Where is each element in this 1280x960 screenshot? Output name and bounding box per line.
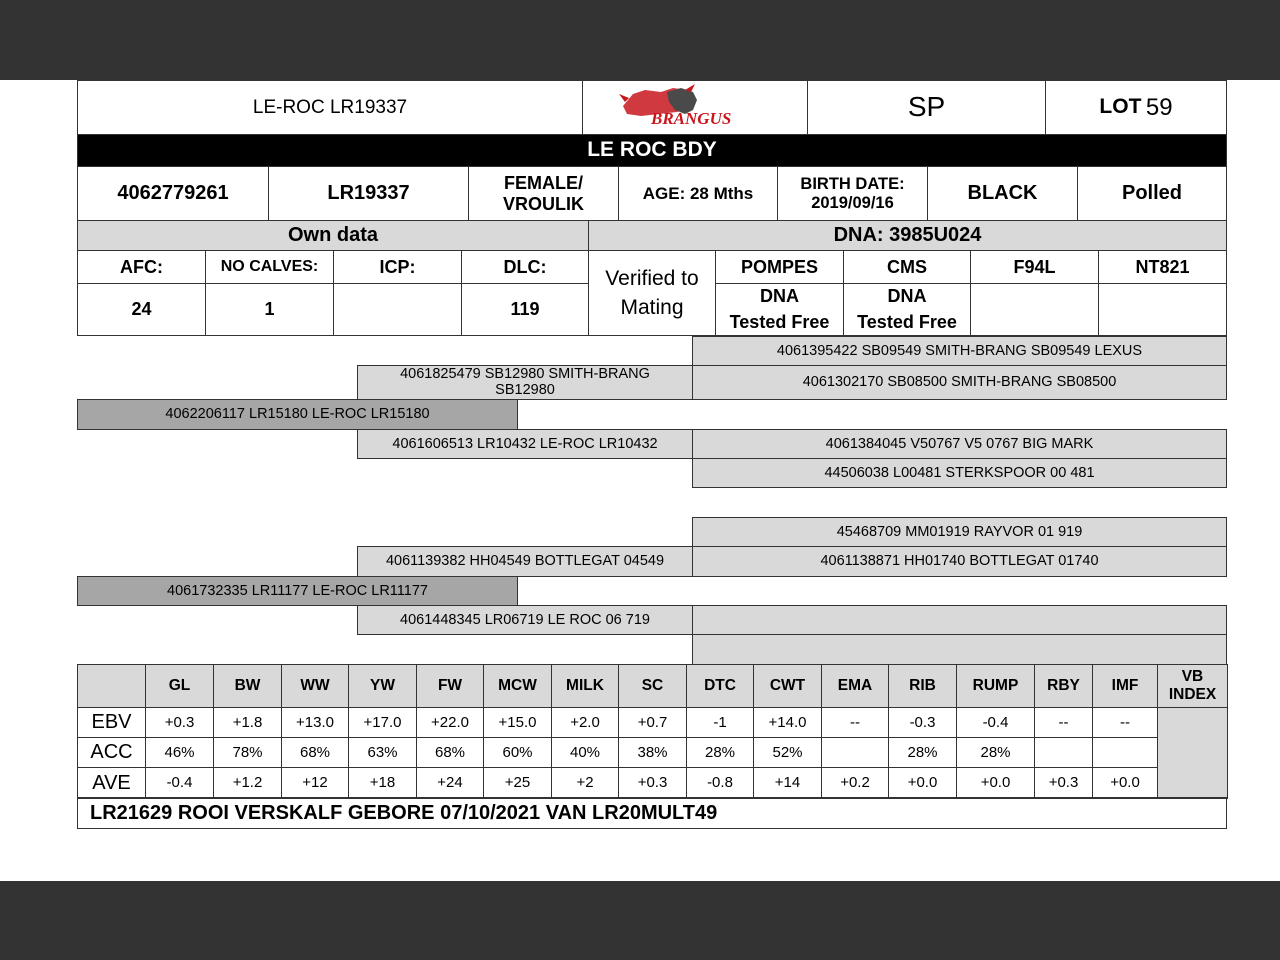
pedigree-sire-dam-sire-text: 4061384045 V50767 V5 0767 BIG MARK (825, 435, 1094, 452)
class-text: SP (907, 91, 946, 123)
pedigree-dam-dam-text: 4061448345 LR06719 LE ROC 06 719 (400, 611, 650, 628)
afc-label (77, 250, 206, 284)
ebv-cell (1034, 707, 1093, 738)
ebv-header-dtc-text: DTC (704, 677, 736, 695)
dna-header-cms-text: CMS (887, 256, 927, 277)
ebv-cell (483, 707, 552, 738)
dna-header-f94l-text: F94L (1013, 256, 1056, 277)
ebv-cell (416, 707, 484, 738)
ebv-cell-text: 38% (637, 743, 668, 761)
ebv-cell (1092, 767, 1158, 799)
dna-value-f94l (970, 283, 1099, 336)
dlc-value-text: 119 (510, 299, 540, 320)
ebv-header-corner (77, 664, 146, 708)
lot-number: 59 (1145, 93, 1173, 121)
ebv-header-sc-text: SC (641, 677, 664, 695)
ebv-header-rby (1034, 664, 1093, 708)
ebv-cell (1034, 737, 1093, 768)
ebv-cell-text: -- (1058, 713, 1069, 731)
ebv-cell (753, 737, 822, 768)
dna-header-cms (843, 250, 971, 284)
pedigree-sire-sire-text: 4061825479 SB12980 SMITH-BRANG SB12980 (400, 365, 650, 398)
ebv-header-milk (551, 664, 619, 708)
top-bar (0, 0, 1280, 80)
ebv-cell (145, 767, 214, 799)
header-reg-name (77, 80, 583, 135)
animal-age (618, 166, 778, 221)
ebv-cell (821, 737, 889, 768)
own-data-title-text: Own data (287, 224, 378, 246)
ebv-cell (821, 707, 889, 738)
ebv-header-dtc (686, 664, 754, 708)
ebv-header-rib (888, 664, 957, 708)
dna-value-cms-text: DNA Tested Free (857, 286, 957, 332)
ebv-cell (213, 767, 282, 799)
no-calves-label-text: NO CALVES: (220, 257, 319, 275)
ebv-cell-text: -0.8 (707, 774, 733, 792)
dna-header-pompes (715, 250, 844, 284)
ebv-cell (483, 737, 552, 768)
icp-label (333, 250, 462, 284)
ebv-cell-text: +2.0 (570, 713, 600, 731)
ebv-cell-text: -- (850, 713, 860, 731)
ebv-header-gl-text: GL (168, 677, 191, 695)
lot-cell (1045, 80, 1227, 135)
ebv-cell (821, 767, 889, 799)
ebv-cell-text: -0.4 (166, 774, 193, 792)
ebv-header-imf-text: IMF (1111, 677, 1139, 695)
ebv-header-bw (213, 664, 282, 708)
ebv-cell (145, 737, 214, 768)
pedigree-sire-dam-dam (692, 458, 1227, 488)
animal-horn-status (1077, 166, 1227, 221)
ebv-header-ema-text: EMA (837, 677, 873, 695)
ebv-cell-text: +14.0 (768, 713, 807, 731)
ebv-cell-text: +12 (302, 774, 328, 792)
pedigree-dam-dam-dam (692, 634, 1227, 665)
afc-value (77, 283, 206, 336)
pedigree-sire-text: 4062206117 LR15180 LE-ROC LR15180 (165, 406, 430, 423)
ebv-row-label-ebv-text: EBV (91, 711, 132, 733)
dna-title-text: DNA: 3985U024 (833, 224, 982, 246)
ebv-cell-text: +14 (774, 774, 801, 792)
ebv-header-rib-text: RIB (909, 677, 936, 695)
ebv-cell (888, 707, 957, 738)
pedigree-sire-sire-sire (692, 336, 1227, 366)
pedigree-dam-sire-sire-text: 45468709 MM01919 RAYVOR 01 919 (836, 523, 1083, 540)
ebv-header-vb-index (1157, 664, 1228, 708)
ebv-header-fw-text: FW (437, 677, 463, 695)
ebv-cell-text: +15.0 (498, 713, 537, 731)
animal-birth-date (777, 166, 928, 221)
ebv-cell (956, 707, 1035, 738)
ebv-cell-text: 68% (299, 743, 331, 761)
ebv-header-mcw-text: MCW (498, 677, 537, 695)
ebv-cell (618, 767, 687, 799)
pedigree-dam-sire-sire (692, 517, 1227, 547)
pedigree-dam-sire-dam-text: 4061138871 HH01740 BOTTLEGAT 01740 (820, 553, 1099, 570)
ebv-cell (956, 767, 1035, 799)
ebv-header-sc (618, 664, 687, 708)
pedigree-dam-dam (357, 605, 693, 635)
ebv-cell-text: 63% (367, 743, 398, 761)
own-data-title (77, 220, 589, 251)
ebv-header-ema (821, 664, 889, 708)
ebv-cell-text: 68% (434, 743, 466, 761)
ebv-cell (213, 737, 282, 768)
ebv-cell-text: 60% (502, 743, 533, 761)
animal-name (77, 134, 1227, 167)
verified-to-mating (588, 250, 716, 336)
ebv-cell-text: +0.0 (907, 774, 938, 792)
ebv-row-label-acc-text: ACC (90, 741, 133, 763)
ebv-cell-text: 40% (569, 743, 601, 761)
ebv-cell (618, 737, 687, 768)
ebv-header-imf (1092, 664, 1158, 708)
ebv-cell-text: -1 (713, 713, 727, 731)
ebv-cell (213, 707, 282, 738)
ebv-row-label-ave (77, 767, 146, 799)
ebv-header-ww (281, 664, 349, 708)
ebv-cell (686, 707, 754, 738)
ebv-header-vb-index-text: VB INDEX (1168, 668, 1217, 703)
animal-reg-text: LR19337 (327, 182, 410, 204)
ebv-cell (281, 707, 349, 738)
ebv-cell (416, 737, 484, 768)
pedigree-sire-dam (357, 429, 693, 459)
ebv-cell (483, 767, 552, 799)
ebv-cell-text: +2 (576, 774, 594, 792)
ebv-cell (348, 707, 417, 738)
pedigree-sire-dam-sire (692, 429, 1227, 459)
icp-value (333, 283, 462, 336)
animal-sex (468, 166, 619, 221)
animal-sex-text: FEMALE/ VROULIK (503, 172, 584, 214)
dna-value-cms (843, 283, 971, 336)
ebv-cell-text: +13.0 (296, 713, 334, 731)
ebv-header-milk-text: MILK (566, 677, 604, 695)
header-reg-name-text: LE-ROC LR19337 (252, 96, 408, 118)
bottom-bar (0, 881, 1280, 960)
dna-title (588, 220, 1227, 251)
ebv-cell (281, 767, 349, 799)
ebv-cell-text: +1.2 (232, 774, 263, 792)
ebv-row-label-acc (77, 737, 146, 768)
ebv-cell (281, 737, 349, 768)
animal-id-text: 4062779261 (117, 182, 229, 204)
footer-note-text: LR21629 ROOI VERSKALF GEBORE 07/10/2021 VAN LR20MULT49 (90, 801, 718, 824)
animal-id (77, 166, 269, 221)
ebv-header-yw (348, 664, 417, 708)
animal-color-text: BLACK (967, 182, 1038, 204)
ebv-cell-text: +24 (437, 774, 463, 792)
ebv-cell (1092, 737, 1158, 768)
dna-header-pompes-text: POMPES (740, 256, 819, 277)
ebv-row-label-ave-text: AVE (92, 771, 131, 794)
dlc-label-text: DLC: (503, 256, 547, 277)
ebv-cell (956, 737, 1035, 768)
ebv-cell-text: +17.0 (363, 713, 402, 731)
ebv-header-fw (416, 664, 484, 708)
ebv-cell-text: +0.3 (637, 774, 668, 792)
ebv-cell (753, 767, 822, 799)
no-calves-value-text: 1 (264, 299, 275, 320)
ebv-cell-text: -0.3 (909, 713, 936, 731)
pedigree-sire (77, 399, 518, 430)
ebv-cell-text: 28% (907, 743, 938, 761)
ebv-header-rump-text: RUMP (972, 677, 1019, 695)
pedigree-sire-sire-sire-text: 4061395422 SB09549 SMITH-BRANG SB09549 LEXUS (776, 342, 1143, 359)
ebv-cell (551, 707, 619, 738)
ebv-cell-text: +1.8 (232, 713, 263, 731)
dna-header-f94l (970, 250, 1099, 284)
dlc-label (461, 250, 589, 284)
ebv-cell (551, 767, 619, 799)
ebv-header-ww-text: WW (300, 677, 330, 695)
pedigree-dam-text: 4061732335 LR11177 LE-ROC LR11177 (167, 582, 428, 599)
ebv-cell-text: 28% (704, 743, 736, 761)
pedigree-dam-sire-dam (692, 546, 1227, 577)
ebv-header-cwt-text: CWT (769, 677, 806, 695)
lot-label: LOT (1099, 95, 1142, 119)
ebv-header-rby-text: RBY (1047, 677, 1080, 695)
ebv-header-mcw (483, 664, 552, 708)
ebv-cell-text: -- (1120, 713, 1130, 731)
pedigree-dam-sire (357, 546, 693, 577)
pedigree-dam (77, 576, 518, 606)
ebv-header-cwt (753, 664, 822, 708)
dna-value-nt821 (1098, 283, 1227, 336)
ebv-cell (348, 737, 417, 768)
ebv-cell-text: +0.3 (1048, 774, 1079, 792)
brangus-logo-text: BRANGUS (651, 109, 732, 128)
ebv-cell-text: +0.2 (840, 774, 870, 792)
ebv-cell (551, 737, 619, 768)
ebv-vb-index-value (1157, 707, 1228, 799)
pedigree-sire-dam-dam-text: 44506038 L00481 STERKSPOOR 00 481 (824, 464, 1095, 481)
ebv-cell (1092, 707, 1158, 738)
pedigree-sire-sire (357, 365, 693, 400)
ebv-cell (1034, 767, 1093, 799)
ebv-cell-text: +0.3 (164, 713, 195, 731)
ebv-cell-text: +0.0 (1110, 774, 1140, 792)
animal-reg (268, 166, 469, 221)
no-calves-value (205, 283, 334, 336)
brangus-logo (615, 84, 765, 130)
pedigree-sire-sire-dam-text: 4061302170 SB08500 SMITH-BRANG SB08500 (802, 374, 1117, 391)
ebv-cell (618, 707, 687, 738)
ebv-cell (686, 737, 754, 768)
afc-value-text: 24 (131, 299, 152, 320)
animal-horn-status-text: Polled (1121, 182, 1182, 204)
pedigree-sire-dam-text: 4061606513 LR10432 LE-ROC LR10432 (392, 435, 658, 452)
ebv-cell (686, 767, 754, 799)
ebv-cell (753, 707, 822, 738)
ebv-cell-text: +25 (504, 774, 531, 792)
class-cell (807, 80, 1046, 135)
footer-note (77, 797, 1227, 829)
ebv-cell-text: -0.4 (982, 713, 1009, 731)
ebv-cell-text: 28% (980, 743, 1011, 761)
no-calves-label (205, 250, 334, 284)
ebv-header-yw-text: YW (370, 677, 395, 695)
ebv-cell-text: 46% (164, 743, 195, 761)
verified-to-mating-text: Verified to Mating (605, 266, 699, 319)
ebv-cell (145, 707, 214, 738)
dna-value-pompes (715, 283, 844, 336)
animal-name-text: LE ROC BDY (587, 138, 717, 162)
icp-label-text: ICP: (379, 256, 416, 277)
pedigree-sire-sire-dam (692, 365, 1227, 400)
afc-label-text: AFC: (120, 256, 163, 277)
ebv-cell-text: +22.0 (431, 713, 469, 731)
ebv-cell (348, 767, 417, 799)
ebv-header-gl (145, 664, 214, 708)
pedigree-dam-dam-sire (692, 605, 1227, 635)
dlc-value (461, 283, 589, 336)
dna-header-nt821 (1098, 250, 1227, 284)
ebv-cell-text: +0.7 (637, 713, 668, 731)
ebv-cell-text: +0.0 (980, 774, 1011, 792)
ebv-row-label-ebv (77, 707, 146, 738)
pedigree-dam-sire-text: 4061139382 HH04549 BOTTLEGAT 04549 (385, 553, 665, 570)
ebv-header-bw-text: BW (234, 677, 261, 695)
dna-value-pompes-text: DNA Tested Free (729, 286, 830, 332)
animal-age-text: AGE: 28 Mths (642, 183, 754, 203)
animal-color (927, 166, 1078, 221)
ebv-cell (888, 737, 957, 768)
ebv-cell-text: 52% (772, 743, 803, 761)
ebv-header-rump (956, 664, 1035, 708)
ebv-cell (416, 767, 484, 799)
animal-birth-date-text: BIRTH DATE: 2019/09/16 (800, 174, 905, 212)
ebv-cell-text: 78% (232, 743, 263, 761)
dna-header-nt821-text: NT821 (1135, 256, 1190, 277)
ebv-cell (888, 767, 957, 799)
ebv-cell-text: +18 (369, 774, 396, 792)
